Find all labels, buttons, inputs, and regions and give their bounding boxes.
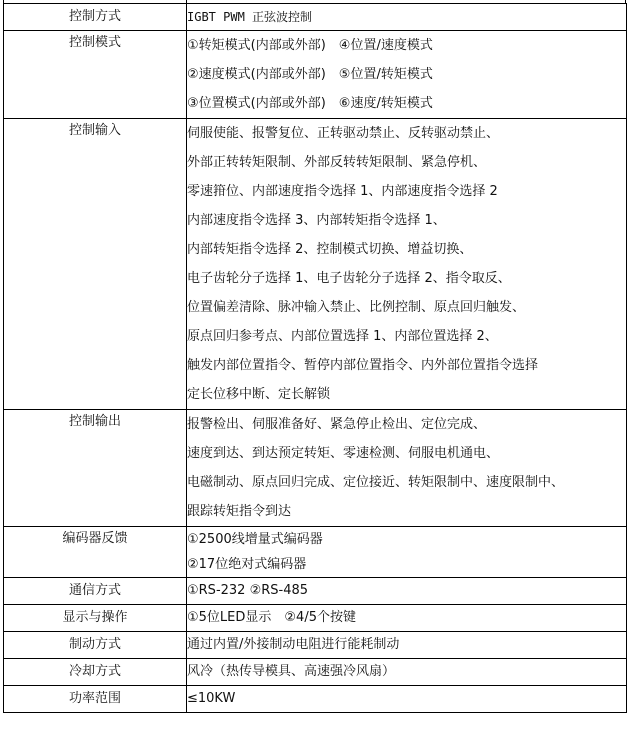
row-label: 功率范围 <box>4 686 187 713</box>
value-line: 内部转矩指令选择 2、控制模式切换、增益切换、 <box>187 242 473 257</box>
value-line: 外部正转转矩限制、外部反转转矩限制、紧急停机、 <box>187 155 487 170</box>
row-value: ①RS-232 ②RS-485 <box>187 578 627 605</box>
table-row-control-output <box>4 410 627 527</box>
table-row-cooling <box>4 659 627 686</box>
row-label: 通信方式 <box>4 578 187 605</box>
value-line: 位置偏差清除、脉冲输入禁止、比例控制、原点回归触发、 <box>187 300 526 315</box>
row-label: 制动方式 <box>4 632 187 659</box>
value-line: 速度到达、到达预定转矩、零速检测、伺服电机通电、 <box>187 446 500 461</box>
row-label: 显示与操作 <box>4 605 187 632</box>
row-value: ①5位LED显示 ②4/5个按键 <box>187 605 627 632</box>
row-label: 编码器反馈 <box>4 527 187 578</box>
value-line: 报警检出、伺服准备好、紧急停止检出、定位完成、 <box>187 417 487 432</box>
row-value: 风冷（热传导模具、高速强冷风扇） <box>187 659 627 686</box>
row-label: 控制输出 <box>4 410 187 527</box>
row-label: 控制模式 <box>4 31 187 119</box>
row-label: 控制方式 <box>4 4 187 31</box>
value-line: ③位置模式(内部或外部) ⑥速度/转矩模式 <box>187 96 433 111</box>
table-row-control-mode <box>4 31 627 119</box>
value-line: ①2500线增量式编码器 <box>187 532 323 547</box>
value-line: ①转矩模式(内部或外部) ④位置/速度模式 <box>187 38 433 53</box>
value-line: 触发内部位置指令、暂停内部位置指令、内外部位置指令选择 <box>187 358 539 373</box>
row-value <box>187 119 627 410</box>
value-line: 跟踪转矩指令到达 <box>187 504 292 519</box>
row-value: 通过内置/外接制动电阻进行能耗制动 <box>187 632 627 659</box>
table-row-braking <box>4 632 627 659</box>
value-line: 定长位移中断、定长解锁 <box>187 387 331 402</box>
row-value <box>187 31 627 119</box>
table-row-encoder-feedback <box>4 527 627 578</box>
table-row-control-method <box>4 4 627 31</box>
spec-table <box>3 3 627 713</box>
value-line: 电子齿轮分子选择 1、电子齿轮分子选择 2、指令取反、 <box>187 271 511 286</box>
value-line: ②速度模式(内部或外部) ⑤位置/转矩模式 <box>187 67 433 82</box>
value-line: ②17位绝对式编码器 <box>187 557 307 572</box>
table-row-communication <box>4 578 627 605</box>
table-row-power-range <box>4 686 627 713</box>
value-line: 电磁制动、原点回归完成、定位接近、转矩限制中、速度限制中、 <box>187 475 565 490</box>
value-line: 原点回归参考点、内部位置选择 1、内部位置选择 2、 <box>187 329 498 344</box>
row-label: 冷却方式 <box>4 659 187 686</box>
table-row-control-input <box>4 119 627 410</box>
value-line: 内部速度指令选择 3、内部转矩指令选择 1、 <box>187 213 446 228</box>
row-value: ≤10KW <box>187 686 627 713</box>
row-value <box>187 527 627 578</box>
row-value <box>187 410 627 527</box>
value-line: 伺服使能、报警复位、正转驱动禁止、反转驱动禁止、 <box>187 126 500 141</box>
value-line: 零速箝位、内部速度指令选择 1、内部速度指令选择 2 <box>187 184 498 199</box>
table-row-display-operation <box>4 605 627 632</box>
row-label: 控制输入 <box>4 119 187 410</box>
row-value: IGBT PWM 正弦波控制 <box>187 4 627 31</box>
